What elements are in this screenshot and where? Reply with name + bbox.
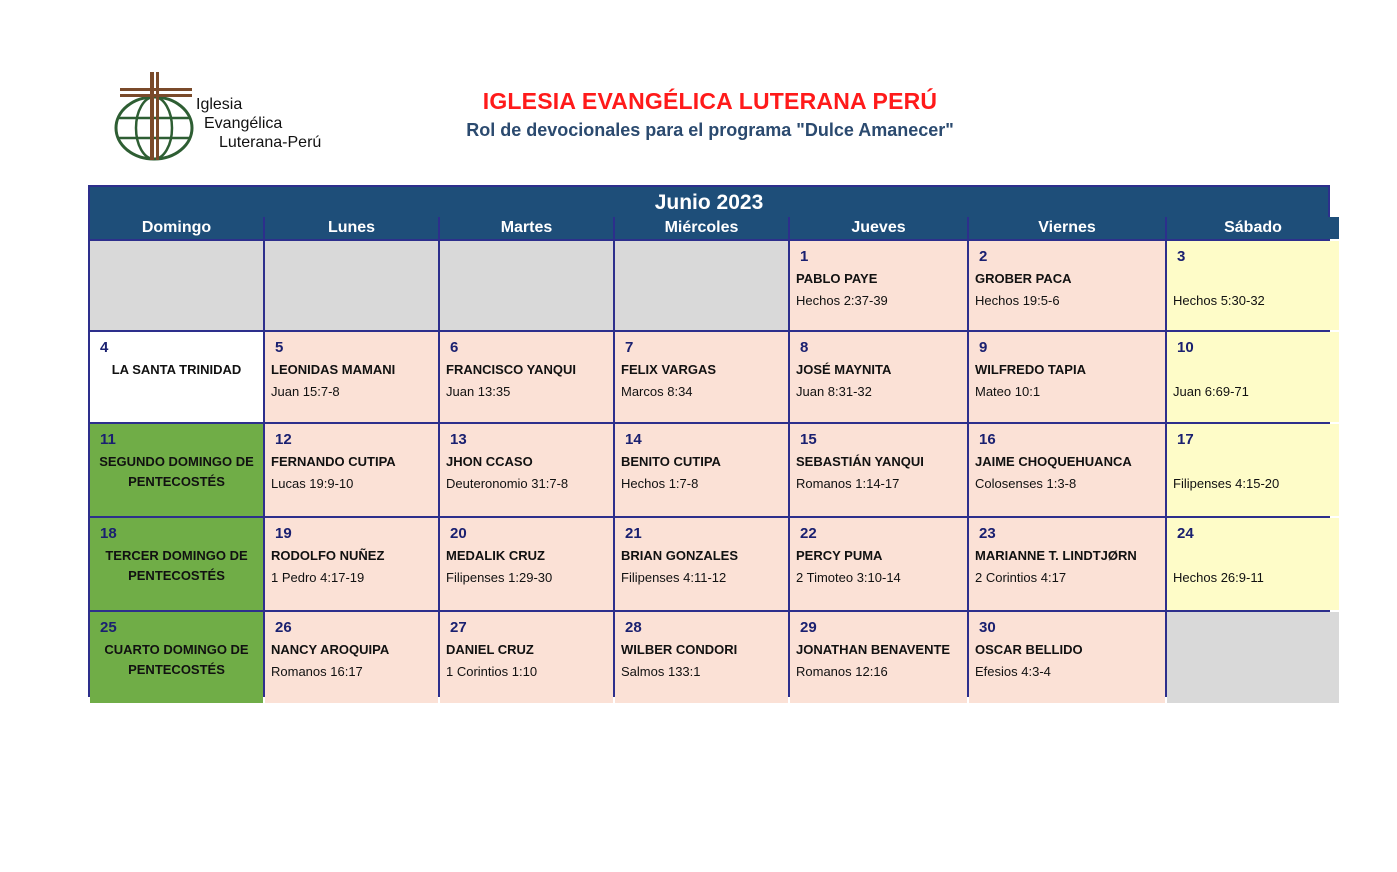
devotional-speaker: DANIEL CRUZ <box>446 642 534 657</box>
calendar-empty-cell <box>265 241 438 330</box>
bible-reference: Hechos 26:9-11 <box>1173 570 1264 585</box>
bible-reference: Mateo 10:1 <box>975 384 1041 399</box>
day-number: 18 <box>100 525 117 542</box>
calendar-day-cell <box>615 612 788 703</box>
calendar-day-cell <box>969 241 1165 330</box>
calendar-day-cell <box>440 612 613 703</box>
bible-reference: 2 Timoteo 3:10-14 <box>796 570 901 585</box>
calendar-month-title: Junio 2023 <box>90 187 1328 217</box>
day-number: 29 <box>800 619 817 636</box>
calendar-day-cell <box>790 332 967 422</box>
calendar-grid <box>90 217 1328 695</box>
calendar-day-cell <box>265 612 438 703</box>
bible-reference: Juan 13:35 <box>446 384 511 399</box>
devotional-speaker: JAIME CHOQUEHUANCA <box>975 454 1132 469</box>
day-number: 26 <box>275 619 292 636</box>
devotional-speaker: PABLO PAYE <box>796 271 878 286</box>
day-number: 20 <box>450 525 467 542</box>
day-number: 8 <box>800 339 809 356</box>
devotional-speaker: JONATHAN BENAVENTE <box>796 642 951 657</box>
bible-reference: Lucas 19:9-10 <box>271 476 354 491</box>
bible-reference: 2 Corintios 4:17 <box>975 570 1067 585</box>
bible-reference: Efesios 4:3-4 <box>975 664 1051 679</box>
calendar-day-cell <box>790 241 967 330</box>
sunday-celebration-label: LA SANTA TRINIDAD <box>111 362 242 377</box>
day-number: 4 <box>100 339 109 356</box>
day-number: 9 <box>979 339 988 356</box>
bible-reference: Salmos 133:1 <box>621 664 701 679</box>
weekday-header-domingo: Domingo <box>90 217 263 239</box>
day-number: 14 <box>625 431 642 448</box>
sunday-celebration-label: SEGUNDO DOMINGO DE PENTECOSTÉS <box>99 454 254 489</box>
logo-text-line1: Iglesia <box>196 96 243 113</box>
devotional-speaker: LEONIDAS MAMANI <box>271 362 396 377</box>
calendar-day-cell <box>265 332 438 422</box>
calendar-empty-cell <box>1167 612 1339 703</box>
day-number: 6 <box>450 339 459 356</box>
bible-reference: Juan 6:69-71 <box>1173 384 1249 399</box>
day-number: 5 <box>275 339 284 356</box>
day-number: 30 <box>979 619 996 636</box>
devotional-speaker: MARIANNE T. LINDTJØRN <box>975 548 1137 563</box>
calendar-day-cell <box>969 518 1165 610</box>
day-number: 11 <box>100 431 116 448</box>
calendar-day-cell <box>440 424 613 516</box>
day-number: 12 <box>275 431 292 448</box>
bible-reference: 1 Corintios 1:10 <box>446 664 538 679</box>
day-number: 2 <box>979 248 988 265</box>
calendar-day-cell <box>1167 424 1339 516</box>
day-number: 22 <box>800 525 817 542</box>
calendar-empty-cell <box>615 241 788 330</box>
devotional-speaker: SEBASTIÁN YANQUI <box>796 454 924 469</box>
bible-reference: Marcos 8:34 <box>621 384 693 399</box>
bible-reference: Filipenses 4:15-20 <box>1173 476 1280 491</box>
cross-globe-icon <box>112 70 202 165</box>
devotional-speaker: NANCY AROQUIPA <box>271 642 390 657</box>
calendar-day-cell <box>790 518 967 610</box>
bible-reference: Colosenses 1:3-8 <box>975 476 1077 491</box>
weekday-header-miercoles: Miércoles <box>615 217 788 239</box>
calendar-day-cell <box>1167 518 1339 610</box>
calendar-day-cell <box>90 332 263 422</box>
weekday-header-viernes: Viernes <box>969 217 1165 239</box>
logo-text-line2: Evangélica <box>204 115 283 132</box>
weekday-header-lunes: Lunes <box>265 217 438 239</box>
bible-reference: Juan 15:7-8 <box>271 384 340 399</box>
calendar-empty-cell <box>90 241 263 330</box>
devotional-speaker: JOSÉ MAYNITA <box>796 362 892 377</box>
day-number: 28 <box>625 619 642 636</box>
devotional-speaker: FERNANDO CUTIPA <box>271 454 396 469</box>
bible-reference: Filipenses 1:29-30 <box>446 570 553 585</box>
day-number: 3 <box>1177 248 1186 265</box>
devotional-speaker: WILBER CONDORI <box>621 642 738 657</box>
church-logo <box>112 70 352 165</box>
day-number: 24 <box>1177 525 1194 542</box>
devotional-speaker: MEDALIK CRUZ <box>446 548 545 563</box>
day-number: 25 <box>100 619 117 636</box>
devotional-speaker: BRIAN GONZALES <box>621 548 738 563</box>
bible-reference: Juan 8:31-32 <box>796 384 872 399</box>
calendar-day-cell <box>969 332 1165 422</box>
weekday-header-sabado: Sábado <box>1167 217 1339 239</box>
bible-reference: Hechos 5:30-32 <box>1173 293 1265 308</box>
devotional-speaker: FELIX VARGAS <box>621 362 717 377</box>
bible-reference: 1 Pedro 4:17-19 <box>271 570 365 585</box>
day-number: 23 <box>979 525 996 542</box>
bible-reference: Romanos 16:17 <box>271 664 363 679</box>
calendar-day-cell <box>440 518 613 610</box>
day-number: 15 <box>800 431 817 448</box>
calendar-day-cell <box>440 332 613 422</box>
day-number: 19 <box>275 525 292 542</box>
calendar-day-cell <box>790 612 967 703</box>
bible-reference: Hechos 2:37-39 <box>796 293 888 308</box>
devotional-speaker: WILFREDO TAPIA <box>975 362 1086 377</box>
devotional-speaker: FRANCISCO YANQUI <box>446 362 577 377</box>
devotional-speaker: PERCY PUMA <box>796 548 883 563</box>
bible-reference: Hechos 1:7-8 <box>621 476 699 491</box>
day-number: 16 <box>979 431 996 448</box>
bible-reference: Romanos 1:14-17 <box>796 476 900 491</box>
calendar-day-cell <box>90 612 263 703</box>
devotional-speaker: RODOLFO NUÑEZ <box>271 548 385 563</box>
calendar-day-cell <box>969 612 1165 703</box>
calendar-day-cell <box>615 332 788 422</box>
day-number: 7 <box>625 339 634 356</box>
bible-reference: Romanos 12:16 <box>796 664 888 679</box>
calendar-day-cell <box>790 424 967 516</box>
day-number: 21 <box>625 525 642 542</box>
sunday-celebration-label: CUARTO DOMINGO DE PENTECOSTÉS <box>104 642 249 677</box>
weekday-header-jueves: Jueves <box>790 217 967 239</box>
calendar-day-cell <box>90 424 263 516</box>
calendar-day-cell <box>1167 332 1339 422</box>
calendar-day-cell <box>615 424 788 516</box>
devotional-speaker: JHON CCASO <box>446 454 533 469</box>
day-number: 27 <box>450 619 467 636</box>
devotional-speaker: OSCAR BELLIDO <box>975 642 1083 657</box>
devotional-speaker: GROBER PACA <box>975 271 1072 286</box>
calendar-day-cell <box>265 424 438 516</box>
calendar-day-cell <box>615 518 788 610</box>
page-subtitle: Rol de devocionales para el programa "Dulce Amanecer" <box>466 120 954 140</box>
day-number: 17 <box>1177 431 1194 448</box>
weekday-header-martes: Martes <box>440 217 613 239</box>
calendar-day-cell <box>90 518 263 610</box>
calendar-day-cell <box>1167 241 1339 330</box>
sunday-celebration-label: TERCER DOMINGO DE PENTECOSTÉS <box>105 548 248 583</box>
calendar-day-cell <box>969 424 1165 516</box>
bible-reference: Hechos 19:5-6 <box>975 293 1060 308</box>
calendar <box>88 185 1330 697</box>
bible-reference: Deuteronomio 31:7-8 <box>446 476 569 491</box>
calendar-empty-cell <box>440 241 613 330</box>
page-title: IGLESIA EVANGÉLICA LUTERANA PERÚ <box>482 88 938 114</box>
bible-reference: Filipenses 4:11-12 <box>621 570 727 585</box>
day-number: 13 <box>450 431 467 448</box>
devotional-speaker: BENITO CUTIPA <box>621 454 721 469</box>
day-number: 10 <box>1177 339 1194 356</box>
logo-text-line3: Luterana-Perú <box>219 134 322 151</box>
day-number: 1 <box>800 248 809 265</box>
calendar-day-cell <box>265 518 438 610</box>
